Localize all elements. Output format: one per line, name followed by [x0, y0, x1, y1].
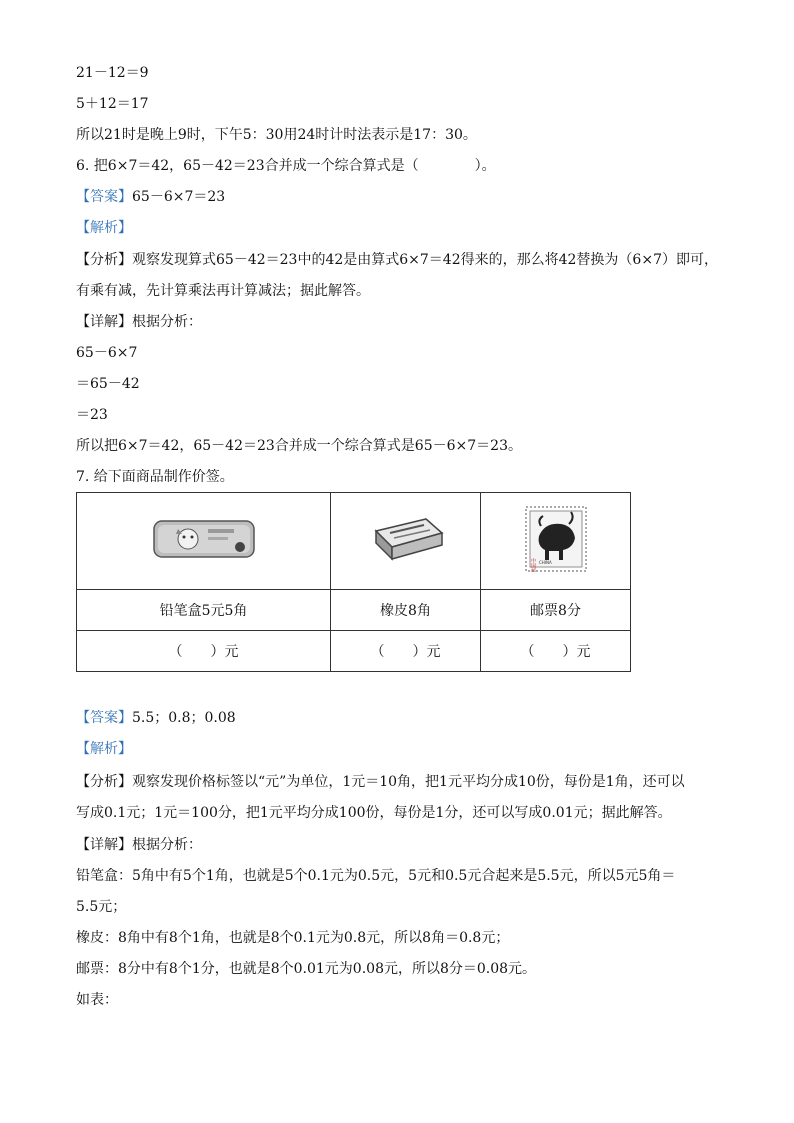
stamp-country: CHINA — [538, 560, 552, 565]
q7-xiangjie: 【详解】根据分析： — [76, 837, 202, 853]
q6-step-2: ＝65－42 — [76, 376, 140, 392]
q7-rubiao: 如表： — [76, 992, 118, 1008]
q7-detail-1: 铅笔盒：5角中有5个1角，也就是5个0.1元为0.5元，5元和0.5元合起来是5.5元，所以5元5角＝ — [76, 868, 676, 884]
q7-answer — [76, 708, 236, 728]
label-stamp: 邮票8分 — [481, 590, 631, 631]
price-table — [76, 492, 631, 672]
q6-analysis-tag: 【解析】 — [76, 220, 132, 236]
eraser-icon — [366, 513, 446, 565]
q6-step-3: ＝23 — [76, 407, 108, 423]
stamp-icon — [525, 506, 587, 572]
q6-step-1: 65－6×7 — [76, 345, 138, 361]
q7-analysis-tag: 【解析】 — [76, 741, 132, 757]
answer-tag: 【答案】 — [76, 189, 132, 205]
q6-conclusion: 所以把6×7＝42，65－42＝23合并成一个综合算式是65－6×7＝23。 — [76, 438, 522, 454]
q7-fenxi-2: 写成0.1元；1元＝100分，把1元平均分成100份，每份是1分，还可以写成0.01元；据此解答。 — [76, 805, 672, 821]
q6-answer — [76, 187, 225, 207]
blank-stamp: （ ）元 — [481, 631, 631, 672]
answer-text: 65－6×7＝23 — [132, 189, 226, 205]
q7-fenxi: 【分析】观察发现价格标签以“元”为单位，1元＝10角，把1元平均分成10份，每份是1角，还可以 — [76, 774, 685, 790]
q6-fenxi: 【分析】观察发现算式65－42＝23中的42是由算式6×7＝42得来的，那么将42替换为（6×7）即可， — [76, 252, 718, 268]
line-3: 所以21时是晚上9时，下午5：30用24时计时法表示是17：30。 — [76, 127, 477, 143]
stamp-cell — [481, 493, 631, 590]
question-6: 6. 把6×7＝42，65－42＝23合并成一个综合算式是（ ）。 — [76, 158, 496, 174]
line-1: 21－12＝9 — [76, 65, 149, 81]
question-7: 7. 给下面商品制作价签。 — [76, 469, 234, 485]
answer-text: 5.5；0.8；0.08 — [132, 710, 236, 726]
q7-detail-2: 橡皮：8角中有8个1角，也就是8个0.1元为0.8元，所以8角＝0.8元； — [76, 930, 510, 946]
q6-xiangjie: 【详解】根据分析： — [76, 314, 202, 330]
pencil-case-icon — [152, 517, 256, 561]
line-2: 5＋12＝17 — [76, 96, 149, 112]
pencil-case-cell — [77, 493, 331, 590]
blank-pencil-case: （ ）元 — [77, 631, 331, 672]
q7-detail-1b: 5.5元； — [76, 899, 127, 915]
label-eraser: 橡皮8角 — [331, 590, 481, 631]
blank-eraser: （ ）元 — [331, 631, 481, 672]
stamp-label: 中国邮政 — [529, 558, 536, 572]
label-pencil-case: 铅笔盒5元5角 — [77, 590, 331, 631]
q6-fenxi-2: 有乘有减，先计算乘法再计算减法；据此解答。 — [76, 283, 370, 299]
answer-tag: 【答案】 — [76, 710, 132, 726]
q7-detail-3: 邮票：8分中有8个1分，也就是8个0.01元为0.08元，所以8分＝0.08元。 — [76, 961, 537, 977]
eraser-cell — [331, 493, 481, 590]
